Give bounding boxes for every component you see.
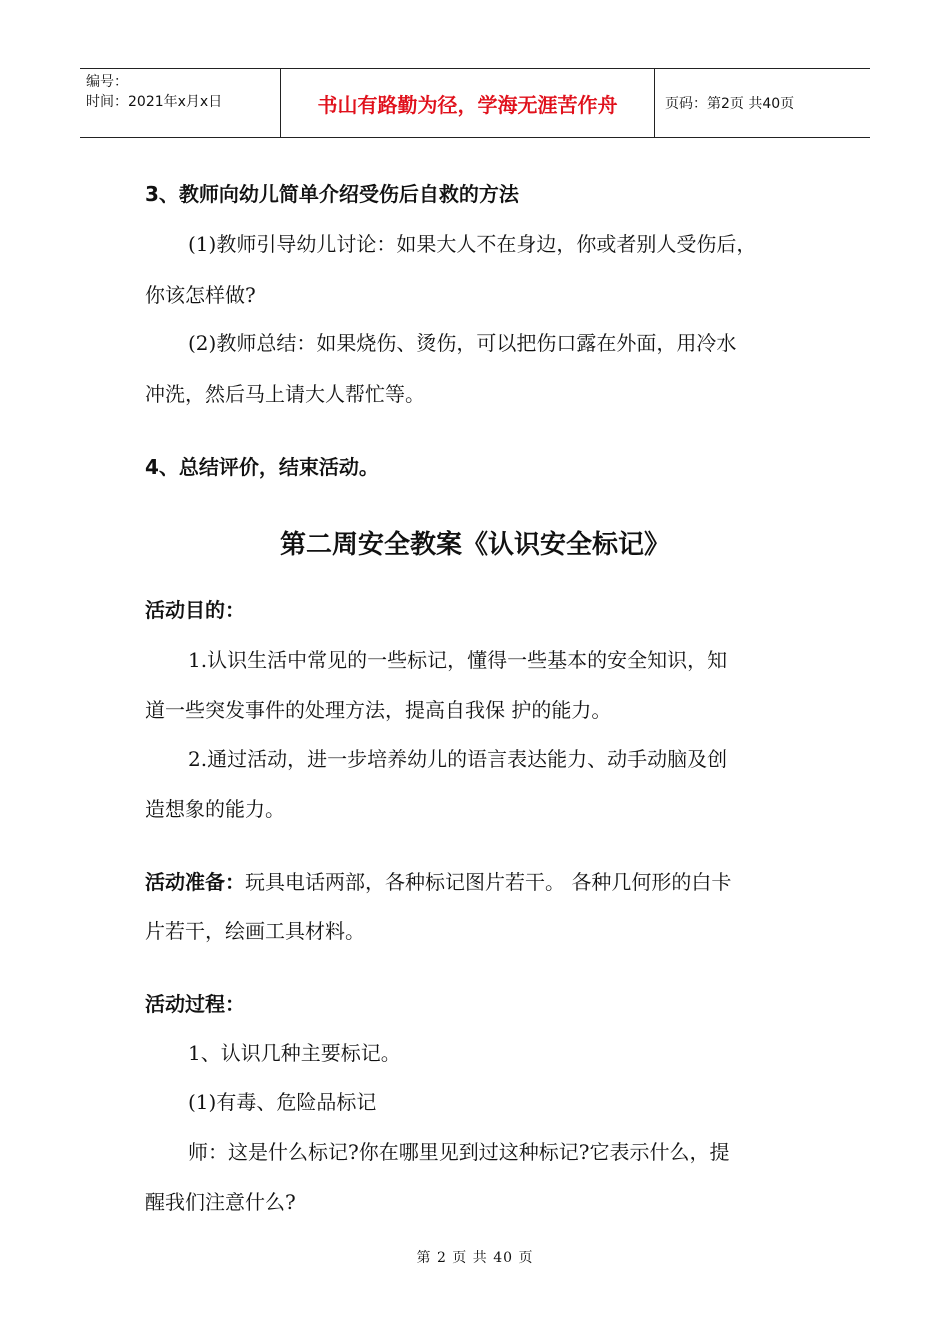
paragraph: 冲洗，然后马上请大人帮忙等。 bbox=[145, 382, 425, 406]
paragraph: 1、认识几种主要标记。 bbox=[188, 1041, 401, 1065]
prep-paragraph bbox=[145, 870, 731, 894]
paragraph: 1.认识生活中常见的一些标记，懂得一些基本的安全知识，知 bbox=[188, 648, 728, 672]
section-4-heading: 4、总结评价，结束活动。 bbox=[145, 455, 379, 479]
section-3-heading: 3、教师向幼儿简单介绍受伤后自救的方法 bbox=[145, 182, 519, 206]
paragraph: 师：这是什么标记?你在哪里见到过这种标记?它表示什么，提 bbox=[188, 1140, 730, 1164]
lesson-title: 第二周安全教案《认识安全标记》 bbox=[279, 530, 670, 560]
paragraph: 2.通过活动，进一步培养幼儿的语言表达能力、动手动脑及创 bbox=[188, 747, 728, 771]
process-heading: 活动过程： bbox=[145, 992, 245, 1016]
paragraph: 道一些突发事件的处理方法，提高自我保 护的能力。 bbox=[145, 698, 612, 722]
goal-heading: 活动目的： bbox=[145, 598, 245, 622]
paragraph: 造想象的能力。 bbox=[145, 797, 285, 821]
prep-text: 玩具电话两部，各种标记图片若干。 各种几何形的白卡 bbox=[245, 870, 732, 894]
paragraph: (1)有毒、危险品标记 bbox=[188, 1090, 377, 1114]
prep-label: 活动准备： bbox=[145, 870, 245, 894]
paragraph: 醒我们注意什么? bbox=[145, 1190, 296, 1214]
number-label: 编号： bbox=[86, 74, 128, 90]
time-label: 时间：2021年x月x日 bbox=[86, 94, 223, 110]
paragraph: (2)教师总结：如果烧伤、烫伤，可以把伤口露在外面，用冷水 bbox=[188, 331, 737, 355]
header-meta bbox=[80, 69, 281, 137]
page-footer: 第 2 页 共 40 页 bbox=[416, 1250, 534, 1266]
paragraph: 片若干，绘画工具材料。 bbox=[145, 919, 365, 943]
paragraph: 你该怎样做? bbox=[145, 283, 256, 307]
header-motto: 书山有路勤为径，学海无涯苦作舟 bbox=[281, 69, 655, 137]
paragraph: (1)教师引导幼儿讨论：如果大人不在身边，你或者别人受伤后， bbox=[188, 232, 757, 256]
document-header bbox=[80, 68, 870, 138]
header-page-info: 页码：第2页 共40页 bbox=[665, 96, 795, 112]
